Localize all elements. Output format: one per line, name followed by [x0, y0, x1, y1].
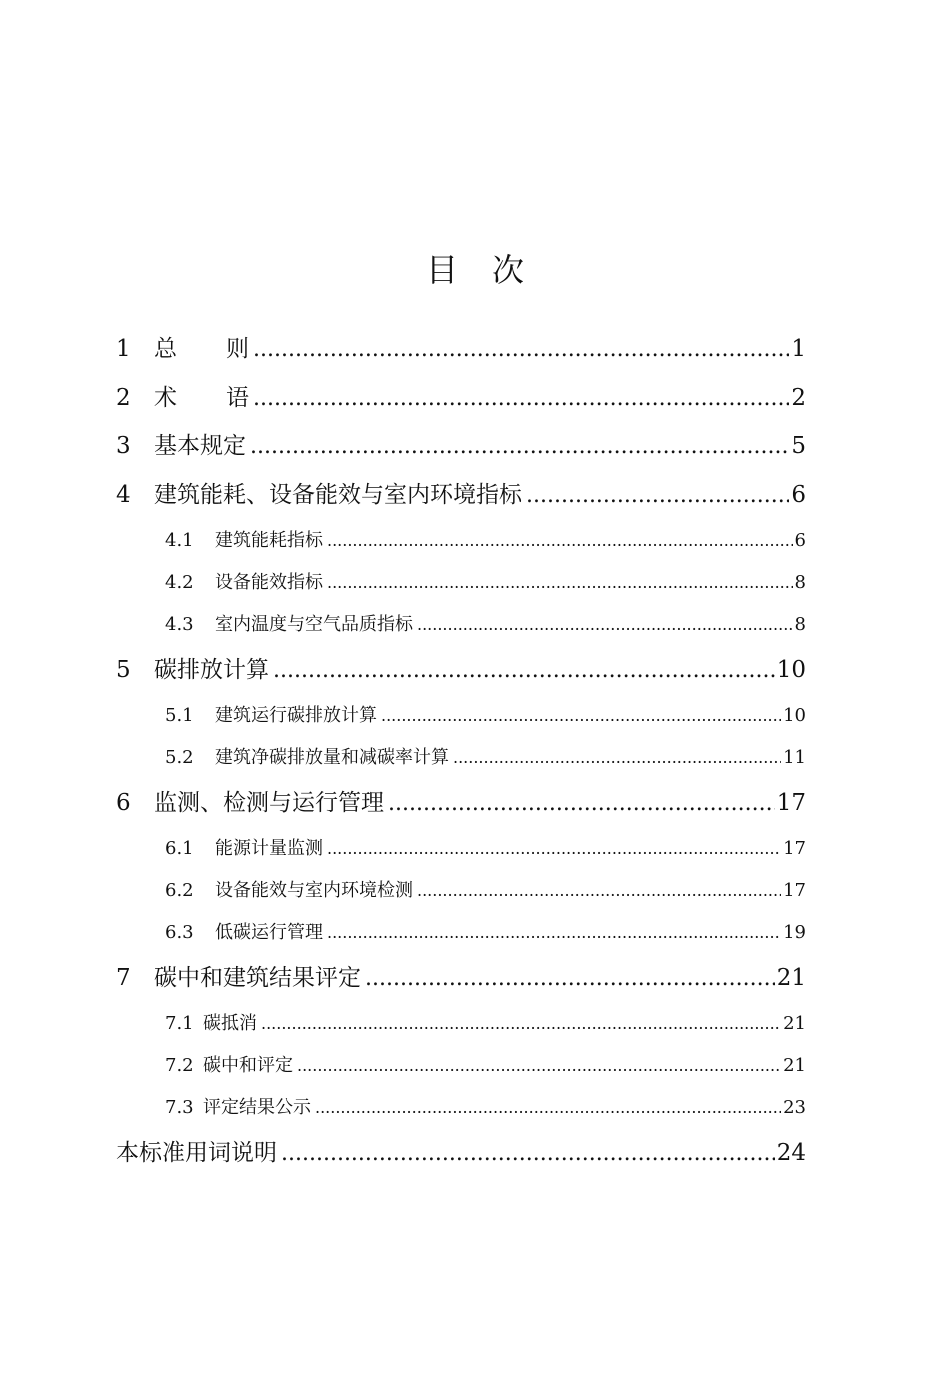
toc-entry-number: 4.2	[165, 572, 194, 593]
toc-entry-label: 碳中和评定	[203, 1055, 293, 1076]
toc-entry-page: 1	[791, 336, 806, 362]
toc-entry-number: 6	[116, 790, 131, 816]
toc-entry-appendix[interactable]	[116, 1137, 806, 1170]
toc-entry-page: 17	[776, 790, 806, 816]
leader-dots	[281, 1137, 775, 1170]
toc-entry-number: 6.3	[165, 922, 194, 943]
toc-entry-4-1[interactable]	[165, 528, 806, 554]
toc-entry-number: 4.1	[165, 530, 194, 551]
toc-entry-label: 建筑净碳排放量和减碳率计算	[215, 747, 449, 768]
toc-entry-page: 21	[783, 1013, 806, 1034]
page-title	[0, 246, 950, 294]
toc-entry-label: 本标准用词说明	[116, 1140, 277, 1166]
toc-entry-7-1[interactable]	[165, 1011, 806, 1037]
toc-entry-4-2[interactable]	[165, 570, 806, 596]
title-char-right: 次	[492, 251, 525, 289]
toc-entry-1[interactable]	[116, 333, 806, 366]
leader-dots	[453, 745, 781, 771]
leader-dots	[327, 920, 781, 946]
toc-entry-page: 2	[791, 385, 806, 411]
toc-entry-number: 2	[116, 385, 131, 411]
toc-entry-page: 21	[776, 965, 806, 991]
toc-entry-label: 建筑运行碳排放计算	[215, 705, 377, 726]
toc-entry-number: 7	[116, 965, 131, 991]
toc-entry-4-3[interactable]	[165, 612, 806, 638]
toc-entry-4[interactable]	[116, 479, 806, 512]
toc-entry-5-2[interactable]	[165, 745, 806, 771]
toc-entry-6-1[interactable]	[165, 836, 806, 862]
toc-entry-label: 碳中和建筑结果评定	[154, 965, 361, 991]
toc-entry-7-2[interactable]	[165, 1053, 806, 1079]
toc-entry-number: 5.2	[165, 747, 194, 768]
toc-entry-label: 室内温度与空气品质指标	[215, 614, 413, 635]
leader-dots	[261, 1011, 781, 1037]
toc-entry-3[interactable]	[116, 430, 806, 463]
toc-entry-label: 碳抵消	[203, 1013, 257, 1034]
toc-entry-7-3[interactable]	[165, 1095, 806, 1121]
toc-entry-page: 8	[794, 614, 806, 635]
toc-entry-page: 10	[783, 705, 806, 726]
leader-dots	[297, 1053, 781, 1079]
toc-entry-page: 10	[776, 657, 806, 683]
toc-entry-number: 7.2	[165, 1055, 194, 1076]
leader-dots	[327, 528, 793, 554]
toc-entry-page: 24	[776, 1140, 806, 1166]
toc-entry-6-2[interactable]	[165, 878, 806, 904]
toc-entry-number: 6.1	[165, 838, 194, 859]
toc-entry-label: 能源计量监测	[215, 838, 323, 859]
leader-dots	[273, 654, 775, 687]
toc-entry-page: 11	[783, 747, 806, 768]
toc-entry-number: 6.2	[165, 880, 194, 901]
toc-entry-6[interactable]	[116, 787, 806, 820]
toc-entry-label: 建筑能耗、设备能效与室内环境指标	[154, 482, 522, 508]
toc-entry-label: 建筑能耗指标	[215, 530, 323, 551]
toc-entry-label: 监测、检测与运行管理	[154, 790, 384, 816]
toc-entry-page: 21	[783, 1055, 806, 1076]
toc-entry-page: 8	[794, 572, 806, 593]
toc-entry-label: 总 则	[154, 336, 249, 362]
leader-dots	[381, 703, 781, 729]
toc-entry-page: 19	[783, 922, 806, 943]
toc-entry-6-3[interactable]	[165, 920, 806, 946]
leader-dots	[250, 430, 789, 463]
toc-entry-number: 5.1	[165, 705, 194, 726]
toc-entry-label: 碳排放计算	[154, 657, 269, 683]
leader-dots	[365, 962, 775, 995]
leader-dots	[315, 1095, 781, 1121]
title-char-left: 目	[425, 251, 458, 289]
toc-entry-label: 基本规定	[154, 433, 246, 459]
toc-entry-number: 4.3	[165, 614, 194, 635]
toc-entry-5[interactable]	[116, 654, 806, 687]
toc-entry-page: 17	[783, 880, 806, 901]
leader-dots	[526, 479, 789, 512]
toc-entry-number: 7.1	[165, 1013, 194, 1034]
toc-entry-number: 5	[116, 657, 131, 683]
leader-dots	[327, 836, 781, 862]
toc-entry-7[interactable]	[116, 962, 806, 995]
toc-entry-label: 评定结果公示	[203, 1097, 311, 1118]
toc-entry-2[interactable]	[116, 382, 806, 415]
toc-entry-page: 17	[783, 838, 806, 859]
toc-entry-page: 6	[794, 530, 806, 551]
toc-entry-label: 设备能效与室内环境检测	[215, 880, 413, 901]
toc-entry-label: 低碳运行管理	[215, 922, 323, 943]
leader-dots	[388, 787, 775, 820]
toc-entry-number: 4	[116, 482, 131, 508]
toc-entry-page: 6	[791, 482, 806, 508]
leader-dots	[253, 382, 789, 415]
leader-dots	[417, 612, 793, 638]
toc-entry-number: 1	[116, 336, 131, 362]
toc-entry-label: 术 语	[154, 385, 249, 411]
leader-dots	[417, 878, 781, 904]
toc-entry-number: 7.3	[165, 1097, 194, 1118]
leader-dots	[327, 570, 793, 596]
leader-dots	[253, 333, 789, 366]
toc-entry-page: 23	[783, 1097, 806, 1118]
toc-entry-page: 5	[791, 433, 806, 459]
toc-entry-5-1[interactable]	[165, 703, 806, 729]
toc-entry-number: 3	[116, 433, 131, 459]
toc-entry-label: 设备能效指标	[215, 572, 323, 593]
